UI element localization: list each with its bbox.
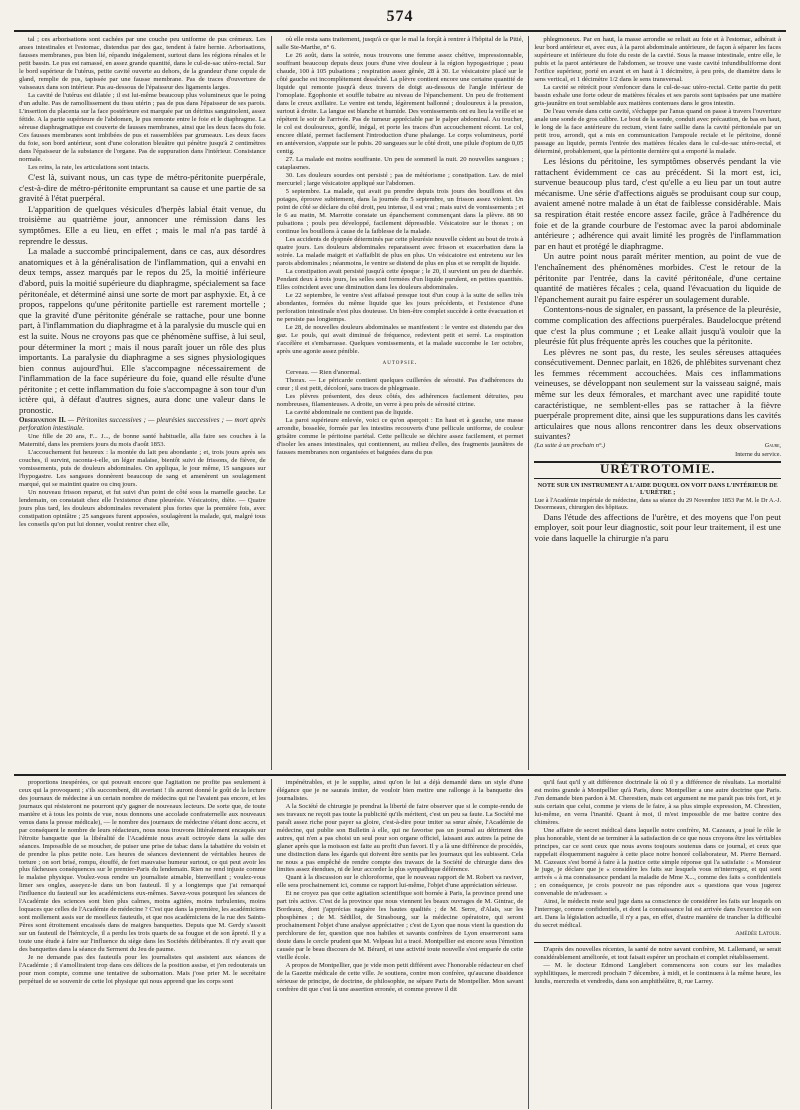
paragraph: 27. La malade est moins souffrante. Un peu de sommeil la nuit. 20 nouvelles sangsues ; cataplasmes. bbox=[276, 156, 524, 171]
lower-column-2 bbox=[271, 779, 529, 1109]
article-heading: NOTE SUR UN INSTRUMENT A L'AIDE DUQUEL ON VOIT DANS L'INTÉRIEUR DE L'URÈTRE ; bbox=[537, 481, 778, 497]
paragraph: impénétrables, et je le supplie, ainsi qu'on le lui a déjà demandé dans un style d'une élégance que je ne saurais imiter, de vouloir bien mettre une rallonge à la banquette des journalistes. bbox=[276, 779, 524, 802]
paragraph: Une fille de 20 ans, F... J..., de bonne santé habituelle, alla faire ses couches à la Maternité, dans les premiers jours du mois d'août 1853. bbox=[19, 432, 266, 448]
paragraph: Les accidents de dyspnée déterminés par cette pleurésie nouvelle cèdent au bout de trois à quatre jours. Les douleurs abdominales reparaissent avec frisson et exacerbation dans la soirée. La malade maigrit et s'affaiblit de plus en plus. Un vésicatoire est entretenu sur les parois abdominales ; néanmoins, le ventre se distend de plus en plus et se remplit de liquide. bbox=[276, 236, 524, 267]
author-signature: Amédée Latour. bbox=[735, 930, 782, 938]
paragraph: Et ne croyez pas que cette agitation scientifique soit bornée à Paris, la province prend une part très active. C'est de la province que nous viennent les beaux ouvrages de M. Gintrac, de Bordeaux, dont j'apprécias naguère les hautes qualités ; de M. Serre, d'Alais, sur les phosphènes ; de M. Sédillot, de Strasbourg, sur la médecine opératoire, qui seront prochainement l'objet d'une analyse appréciative ; c'est de Lyon que nous vient la question du perchlorure de fer, question que nos habiles et savants confrères de Lyon enserreront sans doute dans le cercle prudent que M. Velpeau lui a tracé. Montpellier est encore sous l'émotion causée par le beau discours de M. Bérard, et une activité toute nouvelle s'est emparée de cette vieille école. bbox=[276, 890, 524, 961]
continuation-line bbox=[534, 442, 781, 451]
paragraph: Quant à la discussion sur le chloroforme, que le nouveau rapport de M. Robert va raviver, elle sera prochainement ici, comme ce rapport lui-même, l'objet d'une appréciation sérieuse. bbox=[276, 874, 524, 890]
paragraph: Cerveau. — Rien d'anormal. bbox=[285, 368, 362, 376]
paragraph: — M. le docteur Edmond Langlebert commencera son cours sur les maladies syphilitiques, le mercredi prochain 7 décembre, à midi, et le continuera à la même heure, les lundis, mercredis et vendredis, dans son amphithéâtre, 8, rue Larrey. bbox=[534, 961, 782, 985]
author-title: Interne du service. bbox=[735, 450, 782, 458]
paragraph: Le 22 septembre, le ventre s'est affaissé presque tout d'un coup à la suite de selles très abondantes, formées du même liquide que les jours précédents, et l'existence d'une perforation intestinale n'est plus douteuse. Un bien-être complet succède à cette évacuation et ne persiste pas longtemps. bbox=[276, 292, 524, 323]
paragraph: Thorax. — Le péricarde contient quelques cuillerées de sérosité. Pas d'adhérences du cœur ; il est petit, décoloré, sans traces de phlegmasie. bbox=[276, 376, 524, 392]
section-divider bbox=[534, 942, 781, 943]
paragraph: Les reins, la rate, les articulations sont intacts. bbox=[28, 164, 150, 171]
paragraph: C'est là, suivant nous, un cas type de métro-péritonite puerpérale, c'est-à-dire de métro-péritonite empruntant sa cause et une partie de sa gravité à l'état puerpéral. bbox=[19, 172, 266, 204]
paragraph: La cavité se rétrécit pour s'enfoncer dans le cul-de-sac utéro-rectal. Cette partie du petit bassin exhale une forte odeur de matières fécales et ses parois sont tapissées par une matière gris-jaunâtre en tout semblable aux matières contenues dans le gros intestin. bbox=[534, 84, 782, 107]
upper-column-3 bbox=[528, 36, 786, 770]
paragraph: Les plèvres présentent, des deux côtés, des adhérences facilement détruites, peu nombreuses, filamenteuses. A droite, un verre à peu près de sérosité citrine. bbox=[276, 392, 524, 408]
continued-note: (La suite à un prochain n°.) bbox=[534, 442, 606, 450]
upper-section bbox=[14, 36, 786, 770]
paragraph: phlegmoneux. Par en haut, la masse arrondie se reliait au foie et à l'estomac, adhérait à leur bord antérieur et, avec eux, à la paroi abdominale antérieure, de façon à séparer les faces supérieure et inférieure du foie du reste de la cavité. Sous la masse intestinale, entre elle, le pubis et la paroi antérieure de l'abdomen, se trouve une vaste cavité infundibuliforme dont l'orifice supérieur, porté en avant et en haut à 1 décimètre, à peu près, de diamètre dans le sens vertical, et 1 décimètre 1/2 dans le sens transversal. bbox=[534, 36, 782, 83]
paragraph: Le 26 août, dans la soirée, nous trouvons une femme assez chétive, impressionnable, souffrant beaucoup depuis deux jours d'une vive douleur à la région hypogastrique ; peau chaude, 100 à 105 pulsations ; respiration assez gênée, 28 à 30. Le vésicatoire placé sur le côté gauche est incomplètement desséché. La plèvre contient encore une certaine quantité de liquide qui remonte jusqu'à deux travers de doigt au-dessous de l'angle inférieur de l'omoplate. Égophonie et souffle tubaire au niveau de l'épanchement. Un peu de frottement dans le creux axillaire. Le ventre est tendu, légèrement ballonné ; douloureux à la pression, surtout à droite. La langue est blanche et humide. Des vomissements ont eu lieu la veille et se répètent le soir de l'arrivée. Pas de tumeur appréciable par le palper abdominal. Au toucher, le col est douloureux, gonflé, inégal, et porte les traces d'un accouchement récent. Le col, encore dilaté, permet facilement l'introduction d'une phalange. Le corps volumineux, porté en antéversion, s'appuie sur le pubis. 20 sangsues sur le côté droit, une pilule d'opium de 0,05 centig. bbox=[276, 52, 524, 155]
paragraph: Un nouveau frisson reparut, et fut suivi d'un point de côté sous la mamelle gauche. Le lendemain, on constatait chez elle l'existence d'une pleurésie. Vésicatoire, diète. — Quatre jours plus tard, les douleurs abdominales revenaient plus fortes que la première fois, avec constipation opiniâtre ; 25 sangsues furent apposées, soulagèrent la malade, qui, malgré tous les conseils qu'on put lui donner, voulut rentrer chez elle, bbox=[19, 488, 266, 528]
observation-heading: — Péritonites successives ; — pleurésies successives ; — mort après perforation intestinale. bbox=[19, 415, 266, 433]
paragraph: La constipation avait persisté jusqu'à cette époque ; le 20, il survient un peu de diarrhée. Pendant deux à trois jours, les selles sont formées d'un liquide purulent, en petites quantités. Elles coïncident avec une diminution dans les douleurs abdominales. bbox=[276, 268, 524, 291]
paragraph: A la Société de chirurgie je prendrai la liberté de faire observer que si le compte-rendu de ses travaux ne reçoit pas toute la publicité qu'ils méritent, c'est un peu sa faute. La Société me paraît assez riche pour payer sa gloire, c'est-à-dire pour imiter sa sœur aînée, l'Académie de médecine, qui publie son Bulletin à elle, qui ne favorise pas un journal au détriment des autres, qui n'en a pas choisi un seul pour son organe officiel, laissant aux autres la peine de glaner après que la moisson est faite au profit d'un favori. Il y a là une différence de procédés, une distinction dans les égards qui doivent être sentis par les journaux qui les subissent. Cela ne nous a pas empêché de rendre compte des travaux de la Société de chirurgie dans des limites assez étendues, ni de leur accorder la plus sympathique déférence. bbox=[276, 802, 524, 874]
upper-column-1 bbox=[14, 36, 271, 770]
paragraph: L'apparition de quelques vésicules d'herpès labial était venue, du troisième au quatrième jour, annoncer une rémission dans les symptômes. Elle a eu lieu, en effet ; mais le mal n'a pas tardé à reprendre le dessus. bbox=[19, 203, 266, 246]
paragraph: qu'il faut qu'il y ait différence doctrinale là où il y a différence de résultats. La mortalité est moins grande à Montpellier qu'à Paris, donc Montpellier a une autre doctrine que Paris. J'en demande bien pardon à M. Cherestien, mais cet argument ne me paraît pas très fort, et je suis certain que celui, comme je viens de le faire, à sa plus simple expression, M. Chrestien, lui-même, en verra l'inanité. Quant à moi, il m'est impossible de me battre contre des chimères. bbox=[534, 779, 782, 826]
author-signature: Gaube, bbox=[764, 442, 782, 450]
feuilleton-divider bbox=[14, 774, 786, 776]
page-number: 574 bbox=[386, 8, 414, 25]
paragraph: Ainsi, le médecin reste seul juge dans sa conscience de considérer les faits sur lesquels on l'interroge, comme confidentiels, et dont la connaissance lui est arrivée dans l'exercice de son art. Dans la législation actuelle, il n'y a pas, en effet, d'autre manière de trancher la difficulté du secret médical. bbox=[534, 898, 782, 930]
paragraph: Un autre point nous paraît mériter mention, au point de vue de l'enchaînement des phénomènes morbides. C'est le retour de la péritonite par l'entrée, dans la cavité péritonéale, d'une certaine quantité de matières fécales ; cela, quand l'évacuation du liquide de l'épanchement aurait pu faire espérer un soulagement durable. bbox=[534, 251, 782, 304]
section-divider bbox=[534, 478, 781, 479]
paragraph: Les lésions du péritoine, les symptômes observés pendant la vie rattachent évidemment ce cas au précédent. Si la mort est, ici, survenue beaucoup plus tard, c'est qu'elle a eu lieu par un tout autre mécanisme. Une série d'affections aiguës se produisant coup sur coup, avaient amené notre malade à un état de faiblesse considérable. Mais sa respiration était restée encore assez facile, grâce à l'adhérence du foie et de la grande courbure de l'estomac avec la paroi abdominale antérieure ; adhérence qui avait limité les progrès de l'inflammation par en haut et protégé le diaphragme. bbox=[534, 156, 782, 251]
top-rule bbox=[14, 30, 786, 32]
paragraph: Dans l'étude des affections de l'urètre, et des moyens que l'on peut employer, soit pour leur diagnostic, soit pour leur traitement, il est une voie dans laquelle la chirurgie n'a paru bbox=[534, 511, 782, 543]
paragraph: 5 septembre. La malade, qui avait pu prendre depuis trois jours des bouillons et des potages, éprouve subitement, dans la journée du 5 septembre, un frisson assez violent. Un point de côté se déclare du côté droit, peu intense, il est vrai ; mais suivi de vomissements ; et le 6 au matin, M. Marrotte constate un épanchement commençant dans la plèvre. 88 90 pulsations ; pouls peu développé, facilement dépressible. Vésicatoire sur le thorax ; on continue les bouillons à cause de la faiblesse de la malade. bbox=[276, 188, 524, 235]
paragraph: La cavité de l'utérus est dilatée ; il est lui-même beaucoup plus volumineux que le poing d'un adulte. Pas de ramollissement du tissu utérin ; pas de pus dans l'épaisseur de ses parois. L'insertion du placenta sur la face postérieure est marquée par un détritus sanguinolent, assez fétide. A la partie supérieure de l'abdomen, le pus remonte entre le foie et le diaphragme. La séreuse diaphragmatique est couverte de fausses membranes, ainsi que les deux faces du foie. Ces fausses membranes sont imbibées de pus et rassemblées par grumeaux. Les deux faces du foie, son bord antérieur, sont d'une coloration bleuâtre qui pénètre jusqu'à 2 centimètres dans l'épaisseur de la substance de l'organe. Pas de suppuration dans l'intérieur. Consistance normale. bbox=[19, 92, 266, 163]
paragraph: La paroi supérieure enlevée, voici ce qu'on aperçoit : En haut et à gauche, une masse arrondie, bosselée, formée par les intestins recouverts d'une pellicule uniforme, de couleur grisâtre comme le péritoine pariétal. Cette pellicule se déchire assez facilement, et permet d'isoler les anses intestinales, qui contiennent, au milieu d'elles, des fragments jaunâtres de fausses membranes non organisées et baignées dans du pus bbox=[276, 416, 524, 456]
paragraph: L'accouchement fut heureux : la montée du lait peu abondante ; et, trois jours après ses couches, il survint, raconta-t-elle, un léger malaise, bientôt suivi de frissons, de fièvre, de vomissements, puis de douleurs abdominales. On appliqua, le jour même, 15 sangsues sur l'hypogastre. Les sangsues donnèrent beaucoup de sang et amenèrent un soulagement marqué, qui se maintint quatre ou cinq jours. bbox=[19, 448, 266, 488]
observation-title bbox=[19, 416, 266, 433]
lower-column-3 bbox=[528, 779, 786, 1109]
paragraph: Le 28, de nouvelles douleurs abdominales se manifestent : le ventre est distendu par des gaz. Le pouls, qui avait diminué de fréquence, redevient petit et serré. La respiration s'accélère et s'embarrasse. Quelques vomissements, et la malade succombe le 1er octobre, après une agonie assez pénible. bbox=[276, 324, 524, 355]
paragraph: La cavité abdominale ne contient pas de liquide. bbox=[285, 408, 414, 416]
autopsy-heading: autopsie. bbox=[382, 359, 418, 366]
paragraph: où elle resta sans traitement, jusqu'à ce que le mal la forçât à rentrer à l'hôpital de la Pitié, salle Ste-Marthe, n° 6. bbox=[276, 36, 524, 51]
paragraph: proportions inespérées, ce qui pouvait encore que l'agitation ne profite pas seulement à ceux qui la provoquent ; s'ils succombent, dit avertant ! ils auront donné le goût de la lecture des journaux de médecine à un certain nombre de médecins qui ne l'avaient pas encore, et les journaux qui résisteront ne pourront qu'y gagner de nouveaux lecteurs. De sorte que, de toute manière et à tous les points de vue, nous donnons une accolade confraternelle aux nouveaux venus dans la presse médicale), — le nombre des journaux de médecine s'étant donc accru, et par conséquent le nombre de leurs rédacteurs, nous nous trouvons littéralement encaqués sur l'étroite banquette que la libéralité de l'Académie nous avait octroyée dans la salle des séances. Impossible de se moucher, de puiser une prise de tabac dans la tabatière du voisin et de prendre la plus petite note. Les heures de séances deviennent de véritables heures de torture ; on sort brisé, rompu, étouffé, de fort mauvaise humeur surtout, ce qui peut avoir les plus fâcheuses conséquences sur le premier-Paris du lendemain. Rien ne rend injuste comme le malaise physique. Voulez-vous rendre un journaliste aimable, bienveillant ; voulez-vous limer ses ongles, asseyez-le dans un bon fauteuil. Il y a longtemps que j'ai remarqué l'influence du fauteuil sur les académiciens eux-mêmes. Savez-vous pourquoi les séances de l'Académie des sciences sont bien plus calmes, moins agitées, moins turbulentes, moins loquaces que celles de l'Académie de médecine ? C'est que dans la première, les académiciens sont mollement assis sur de moelleux fauteuils, et que nos académiciens de la rue des Saints-Pères sont étroitement encaissés dans de maigres banquettes. Depuis que M. Gerdy s'assoit sur un fauteuil de l'hémicycle, il a perdu les trois quarts de sa fougue et de son âpreté. Il y a toute une étude à faire sur l'influence du siège dans les Sociétés délibérantes. Il n'y avait que des banquettes dans la séance du Serment du Jeu de paume. bbox=[19, 779, 266, 954]
section-title: URÉTROTOMIE. bbox=[599, 461, 716, 477]
paragraph: D'après des nouvelles récentes, la santé de notre savant confrère, M. Lallemand, se serait considérablement améliorée, et tout faisait espérer un prochain et complet rétablissement. bbox=[534, 946, 782, 962]
paragraph: La malade a succombé principalement, dans ce cas, aux désordres anatomiques et à la généralisation de l'inflammation, qui a envahi en deux temps, assez marqués par le repos du 25, la moitié inférieure d'abord, puis la moitié supérieure du diaphragme, spécialement sa face péritonéale, et déterminé ainsi une sorte de mort par asphyxie. Et, à ce propos, rappelons qu'une péritonite partielle est rarement mortelle ; que la gravité d'une péritonite générale se rattache, pour une bonne part, à l'inflammation du diaphragme et à la paralysie du muscle qui en est la suite. Nous ne croyons pas que ce phénomène suffise, à lui seul, pour déterminer la mort ; mais il nous paraît jouer un rôle des plus importants. La paralysie du diaphragme a ses signes physiologiques bien connus aujourd'hui. Elle s'accompagne nécessairement de l'inflammation de la face supérieure du foie, quand elle résulte d'une péritonite ; et cette inflammation du foie s'accompagne à son tour d'un ictère qui, à défaut d'autres signes, aura donc une valeur dans le pronostic. bbox=[19, 246, 266, 416]
lower-section bbox=[14, 779, 786, 1109]
observation-label: Observation II. bbox=[19, 415, 66, 424]
paragraph: 30. Les douleurs sourdes ont persisté ; pas de météorisme ; constipation. Lav. de miel mercuriel ; large vésicatoire appliqué sur l'abdomen. bbox=[276, 172, 524, 187]
paragraph: Les plèvres ne sont pas, du reste, les seules séreuses attaquées consécutivement. Dennec parlait, en 1826, de phlébites survenant chez les femmes récemment accouchées. Mais ces inflammations veineuses, se développant non seulement sur la vaisseau saigné, mais même sur les deux fémorales, et marchant avec une rapidité toute caractéristique, ne semblent-elles pas se rattacher à la fièvre puerpérale proprement dite, ainsi que les suppurations dans les cavités articulaires que nous allons rencontrer dans les deux observations suivantes? bbox=[534, 346, 782, 442]
paragraph: Une affaire de secret médical dans laquelle notre confrère, M. Cazeaux, a joué le rôle le plus honorable, vient de se terminer à la satisfaction de ce que nous croyons être les véritables principes, car ce sont ceux que nous avons toujours soutenus dans ce journal, et ceux que rappelait éloquemment naguère à cette place notre honoré collaborateur, M. Pierre Bernard. M. Cazeaux s'est borné à faire à la justice cette simple réponse qui l'a satisfaite : « Monsieur le juge, je déclare que je « considère les faits sur lesquels vous m'interrogez, et qui sont arrivés « à ma connaissance pendant la maladie de Mme X..., comme des faits « confidentiels ; en conséquence, je crois pouvoir ne pas répondre aux « questions que vous jugerez convenable de m'adresser. » bbox=[534, 826, 782, 898]
paragraph: tal ; ces arborisations sont cachées par une couche peu uniforme de pus crémeux. Les anses intestinales et l'estomac, distendus par des gaz, tendent à faire hernie. Arborisations, fausses membranes, pus bien lié, répandu inégalement, surtout dans les régions rénales et le petit bassin. Le pus est ramassé, en assez grande quantité, dans le cul-de-sac utéro-rectal. Sur le bord supérieur de l'utérus, petite cavité ouverte au dehors, de la grandeur d'une copule de gland, remplie de pus, tapissée par une fausse membrane. Pas de traces d'ouverture de vaisseaux dans son intérieur. Pus au-dessous de l'épaisseur des ligaments larges. bbox=[19, 36, 266, 91]
paragraph: Contentons-nous de signaler, en passant, la présence de la pleurésie, comme complication des affections puerpérales. Baudelocque prétend que c'est la plus commune ; et Leake allait jusqu'à vouloir que la pleurésie fût plus fréquente après les couches que la péritonite. bbox=[534, 304, 782, 347]
paragraph: A propos de Montpellier, que je vide mon petit différent avec l'honorable rédacteur en chef de la Gazette médicale de cette ville. Je soutiens, contre mon confrère, qu'aucune dissidence sérieuse de principe, de doctrine, de philosophie, ne sépare Paris de Montpellier. Mon savant confrère dit que c'est là une assertion erronée, et comme preuve il dit bbox=[276, 961, 524, 993]
paragraph: De l'eau versée dans cette cavité, s'échappe par l'anus quand on passe à travers l'ouverture anale une sonde de gros calibre. Le bout de la sonde, conduit avec précaution, de bas en haut, le long de la face antérieure du rectum, vient faire saillie dans la cavité péritonéale par un petit trou, arrondi, qui a mis en communication l'ampoule rectale et le péritoine, donné passage au liquide, permis l'entrée des matières fécales dans le cul-de-sac utéro-rectal, et déterminé, probablement, que la péritonite dernière qui a emporté la malade. bbox=[534, 108, 782, 155]
lower-column-1 bbox=[14, 779, 271, 1109]
upper-column-2 bbox=[271, 36, 529, 770]
article-subheading: Lue à l'Académie impériale de médecine, dans sa séance du 29 Novembre 1853 Par M. le Dr A.-J. Desormeaux, chirurgien des hôpitaux. bbox=[534, 496, 782, 512]
paragraph: Je ne demande pas des fauteuils pour les journalistes qui assistent aux séances de l'Académie ; il s'amolliraient trop dans ces délices de la position assise, et j'en redouterais un pour mon compte, comme une tentative de subornation. Mais j'ose prier M. le secrétaire perpétuel de se souvenir de cette loi physique qui nous apprend que les corps sont bbox=[19, 953, 266, 985]
